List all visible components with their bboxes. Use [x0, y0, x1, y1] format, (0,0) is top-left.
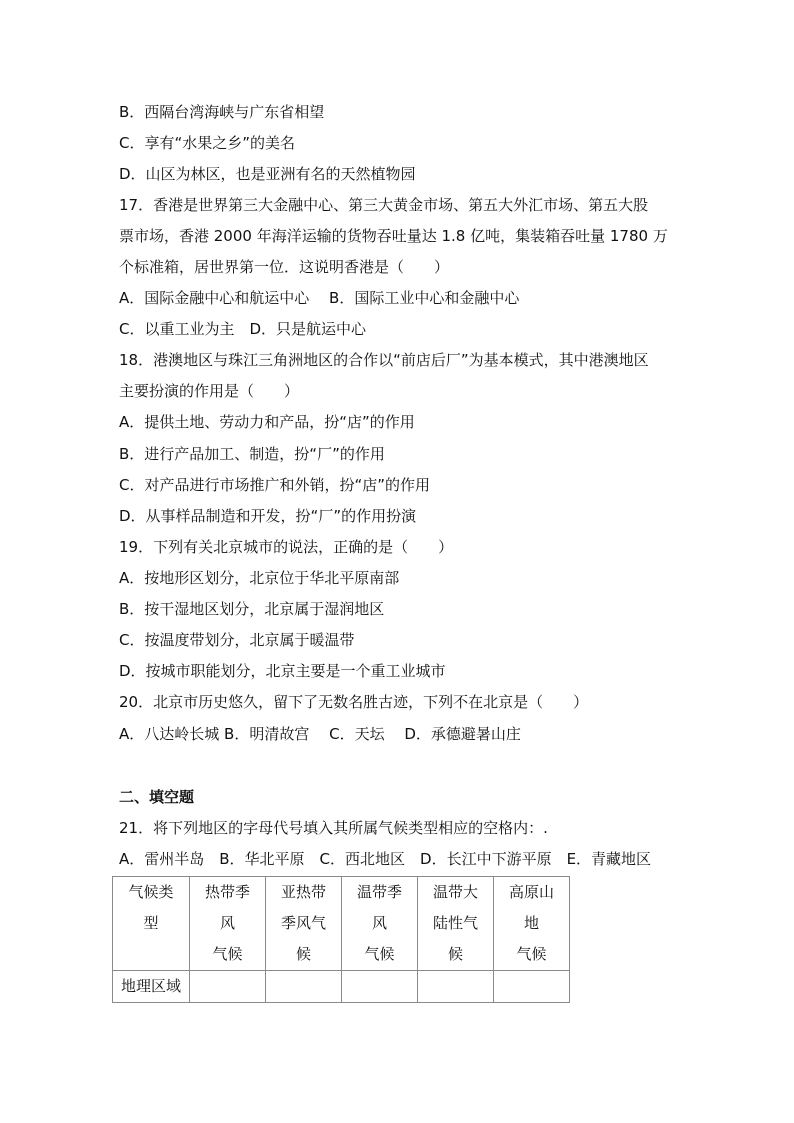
table-region-row: [113, 971, 570, 1003]
q17-stem-line-1: 17．香港是世界第三大金融中心、第三大黄金市场、第五大外汇市场、第五大股: [119, 196, 649, 214]
q20-options: A．八达岭长城 B．明清故宫 C．天坛 D．承德避暑山庄: [119, 725, 521, 743]
table-cell-region-label: 地理区域: [113, 971, 190, 1003]
q16-option-b: B．西隔台湾海峡与广东省相望: [119, 103, 325, 121]
q19-stem: 19．下列有关北京城市的说法，正确的是（ ）: [119, 538, 454, 556]
answer-blank-temperate-monsoon[interactable]: [342, 971, 418, 1003]
q19-option-a: A．按地形区划分，北京位于华北平原南部: [119, 569, 400, 587]
answer-blank-subtropical-monsoon[interactable]: [266, 971, 342, 1003]
q20-stem: 20．北京市历史悠久，留下了无数名胜古迹，下列不在北京是（ ）: [119, 693, 589, 711]
answer-blank-temperate-continental[interactable]: [418, 971, 494, 1003]
section-heading: 二、填空题: [119, 788, 195, 806]
q19-option-c: C．按温度带划分，北京属于暖温带: [119, 631, 355, 649]
q18-option-c: C．对产品进行市场推广和外销，扮“店”的作用: [119, 476, 431, 494]
climate-table: [112, 876, 570, 1003]
q18-stem-line-1: 18．港澳地区与珠江三角洲地区的合作以“前店后厂”为基本模式，其中港澳地区: [119, 351, 649, 369]
answer-blank-plateau-mountain[interactable]: [494, 971, 570, 1003]
q19-option-d: D．按城市职能划分，北京主要是一个重工业城市: [119, 662, 446, 680]
q16-option-d: D．山区为林区，也是亚洲有名的天然植物园: [119, 165, 416, 183]
q19-option-b: B．按干湿地区划分，北京属于湿润地区: [119, 600, 385, 618]
q18-option-a: A．提供土地、劳动力和产品，扮“店”的作用: [119, 413, 415, 431]
answer-blank-tropical-monsoon[interactable]: [190, 971, 266, 1003]
q17-stem-line-3: 个标准箱，居世界第一位．这说明香港是（ ）: [119, 258, 450, 276]
q17-stem-line-2: 票市场，香港 2000 年海洋运输的货物吞吐量达 1.8 亿吨，集装箱吞吐量 1780 万: [119, 227, 668, 245]
q18-option-b: B．进行产品加工、制造，扮“厂”的作用: [119, 445, 385, 463]
table-cell-plateau-mountain: 高原山 地 气候: [494, 877, 570, 971]
table-header-row: [113, 877, 570, 971]
q17-options-ab: A．国际金融中心和航运中心 B．国际工业中心和金融中心: [119, 289, 520, 307]
table-cell-temperate-continental: 温带大 陆性气 候: [418, 877, 494, 971]
table-cell-climate-type: 气候类 型: [113, 877, 190, 971]
q21-options: A．雷州半岛 B．华北平原 C．西北地区 D．长江中下游平原 E．青藏地区: [119, 850, 652, 868]
q16-option-c: C．享有“水果之乡”的美名: [119, 134, 296, 152]
table-cell-tropical-monsoon: 热带季 风 气候: [190, 877, 266, 971]
q18-stem-line-2: 主要扮演的作用是（ ）: [119, 382, 300, 400]
q21-stem: 21．将下列地区的字母代号填入其所属气候类型相应的空格内：.: [119, 819, 548, 837]
q18-option-d: D．从事样品制造和开发，扮“厂”的作用扮演: [119, 507, 417, 525]
q17-options-cd: C．以重工业为主 D．只是航运中心: [119, 320, 367, 338]
table-cell-subtropical-monsoon: 亚热带 季风气 候: [266, 877, 342, 971]
table-cell-temperate-monsoon: 温带季 风 气候: [342, 877, 418, 971]
